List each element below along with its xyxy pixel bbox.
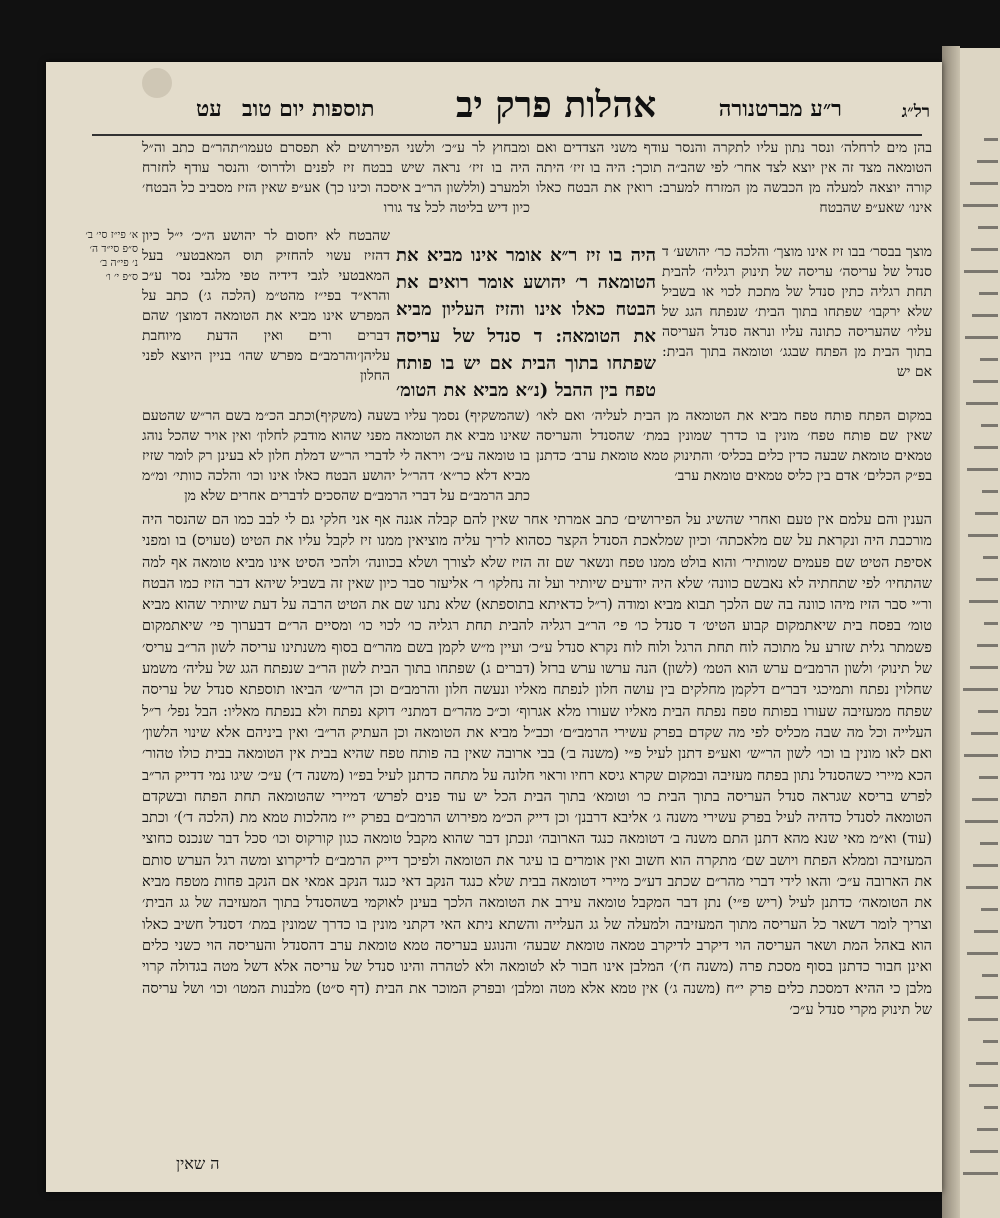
adjacent-page-text-fragment	[979, 292, 998, 295]
adjacent-page-text-fragment	[977, 1128, 998, 1131]
adjacent-page-text-fragment	[974, 930, 998, 933]
adjacent-page-text-fragment	[966, 402, 998, 405]
header-rule	[92, 134, 922, 136]
adjacent-page-text-fragment	[971, 248, 998, 251]
main-commentary: הענין והם עלמם אין טעם ואחרי שהשיג על הפירושים׳ כתב אמרתי אחר שאין להם קבלה אגנה אף אני חלקי גם לי לבב כמו הם שהנסר היה מורכבת היה ונקראת על שם מלאכתה׳ וכיון שמלאכת הסנדל הקצר כסהוא לריך עליה מוציאין ממנו זיז לקבל עליו את הטיט (טעויס) בו ומפני אסיפת הטיט שם פעמים שמותיר׳ והוא בולט ממנו טפח ונשאר שם זה הזיז שלא לצורך ושלא בכוונה׳ ולהכי הסיט אינו מביא טומאה אף למה שהתחיו׳ לפי שתחתיה לא נאבשם כוונה׳ שלא היה יודעים שיותיר ועל זה נחלקו׳ ר׳ אליעזר סבר כיון שאין זה בשביל שיהא דבר הזיז כמו הבטח ור״י סבר הזיז מיהו כוונה בה שם הלכך תבוא מביא ומודה (ר״ל כדאיתא בתוספתא) שלא נתנו שם את הטיט הרבה על דעת שיותיר שהוא מביא טומ׳ בפסח בית שיאתמקום קבוע הטיט׳ ד סנדל כו׳ פי׳ הר״ב רגליה להבית תחת רגליה כו׳ לכוי כו׳ ומסיים הר״ם דבערוך פי׳ שיאתמקום פשמתר גלית שזרע על מתוכה לוח תחת הרגל ולוח לוח נקרא סנדל ע״כ׳ ועיין מ״ש לקמן בשם מהר״ם בסוף משנתינו עריסה לשון הר״ב עריס׳ של תינוק׳ ולשון הרמב״ם ערש הוא הטמ׳ (לשון) הנה ערשו ערש ברזל (דברים ג) שפתחו בתוך הבית לשון הר״ב שנפתח הגג של עליה׳ משמע שחלוין נפתח ותמיכגי דבר״ם דלקמן מחלקים בין עושה חלון לנפתח מאליו ונעשה חלון והרמב״ם וכן הר״ש׳ הביאו תוספתא סנדל של עריסה שפתח ממעזיבה שעורו בפותח טפח נפתח הבית מאליו שעורו מלא אגרוף׳ וכ״כ מהר״ם דמתני׳ דוקא נפתח ולא בנפתח מאליו: הבל נפל׳ ר״ל העלייה וכל מה שבה מכליס לפי מה שקדם בפרק עשירי הרמב״ם׳ וכב״ל מביא את הטומאה וכן העתיק הר״ב׳ ואין ביניהם אלא שינוי הלשון׳ ואם לאו מונין בו וכו׳ לשון הר״ש׳ ואע״פ דתנן לעיל פ״י (משנה ב׳) בבי ארובה שאין בה פותח טפח שהיא בבית אין הטומאה בבית כולו טהור׳ הכא מיירי כשהסנדל נתון בפתח מעזיבה ובמקום שקרא גיסא רחיו וראוי חלונה על מתחה כדתנן לעיל בפ״ו (משנה ד׳) ע״כ׳ שיגו נמי דדייק הר״ב לפרש בריסא שגראה סנדל העריסה בתוך הבית כו׳ וטומא׳ בתוך הבית הכל יש עוד פנים לפרש׳ דמיירי שהטומאה תחת הפתח ובשקדם הטומאה לסנדל כדהיה לעיל בפרק עשירי משנה ג׳ אליבא דרבנן׳ וכן דייק הכ״מ מפירוש הרמב״ם בפרק י״ז מהלכות טמא מת (הלכה ד׳)׳ וכתב (עוד) וא״מ מאי שנא מהא דתנן התם משנה ב׳ דטומאה כנגד הארובה׳ ונכתן דבר שהוא מקבל טומאה כגון קורקוס וכו׳ סכל דבר שנכנס כחוצי המעזיבה וממלא הפתח ויושב שם׳ מתקרה הוא חשוב ואין אומרים בו עיגר את הטומאה ולפיכך דייק הרמב״ם לדיקרוצ ומשה רגל הערש סותם את הארובה ע״כ׳ והאו לידי דברי מהר״ם שכתב דע״כ מיירי דטומאה בבית שלא כנגד הנקב דאי כנגד הנקב אמאי אם הנקב פחות מטפח מביא את הטומאה׳ כדתנן לעיל (ריש פ״י) נתן דבר המקבל טומאה עירב את הטומאה הלכך בעינן לאוקמי בשהסנדל בתוך המעזיבה של גג הבית׳ וצריך לומר דשאר כל העריסה מתוך המעזיבה ולמעלה של גג העלייה והשתא ניתא האי דקתני מונין בו כדרך שמונין במת׳ דסנדל חשיב כאלו הוא באהל המת ושאר העריסה הוי דיקרב לדיקרב טמאה טומאת שבעה׳ והנוגע בעריסה טמא טומאת ערב דהסנדל והעריסה הוי כשני כלים ואינן חבור כדתנן בסוף מסכת פרה (משנה ח׳)׳ המלבן אינו חבור לא לטומאה ולא לטהרה והינו סנדל של עריסה אלא דשל מטה בגדולה קרוי מלבן כי ההיא דמסכת כלים פרק י״ח (משנה ג׳) אין טמא אלא מטה ומלבן׳ ובפרק המוכר את הבית (דף ס״ט) מלבנות המטו׳ וכו׳ ושל עריסה של תינוק מקרי סנדל ע״כ׳	[142, 512, 932, 1018]
adjacent-page-text-fragment	[983, 556, 998, 559]
adjacent-page-text-fragment	[970, 1150, 998, 1153]
margin-note: א׳ פי״ז סי׳ ב׳	[85, 229, 138, 241]
tosafot-top: ומבחוץ לר ע״כ׳ ולשני הפירושים לא תפסרם טעמו״תהר״ם כתב וה״ל היה בו זיז׳ נראה שיש בבטח זיז לפנים ולדרוס׳ והנסר עודף לחזרח ולמערב (וללשון הר״ב איסכה וכינו כך) אע״פ שאין הזיז מסביב כל הבטח׳ כיון דיש בליטה לכל צד גורו	[142, 140, 530, 216]
adjacent-page-text-fragment	[980, 842, 998, 845]
book-gutter	[942, 46, 960, 1218]
adjacent-page-text-fragment	[975, 512, 998, 515]
adjacent-page-text-fragment	[964, 754, 998, 757]
adjacent-page-text-fragment	[969, 1084, 998, 1087]
running-head-left: תוספות יום טוב	[242, 96, 375, 122]
adjacent-page-text-fragment	[971, 732, 998, 735]
chapter-title: אהלות פרק יב	[456, 84, 657, 126]
adjacent-page-text-fragment	[983, 1040, 998, 1043]
adjacent-page-text-fragment	[965, 820, 998, 823]
adjacent-page-text-fragment	[966, 886, 998, 889]
tosafot-middle: (שהמשקיף) נסמך עליו בשעה (משקיף)וכתב הכ״מ בשם הר״ש שהטעם שאינו מביא את הטומאה מפני שהוא מודבק לחלון׳ ואין אויר שהכל נוהג בו טומאה ע״כ׳ ויראה לי לדברי הר״ש דמלת חלון לא בעינן רק לומר שזיז מביא דלא כר״א׳ דהר״ל יהושע הבטח כאלו אינו וכו׳ והלכה כוותי׳ ומ״מ כתב הרמב״ם על דברי הרמב״ם שהסכים לדברים אחרים שלא מן	[142, 408, 530, 504]
adjacent-page-text-fragment	[984, 1106, 998, 1109]
adjacent-page-text-fragment	[967, 468, 998, 471]
bartenura-top: בהן מים לרחלה׳ ונסר נתון עליו לתקרה והנסר עודף משני הצדדים ואם הטומאה מצד זה אין יוצא לצד אחר׳ לפי שהב״ה תוכך: היה בו זיז׳ היתה קורה יוצאה למעלה מן הכבשה מן המזרח למערב: רואין את הבטח כאלו אינו׳ שאע״פ שהבטח	[536, 140, 932, 216]
adjacent-page-text-fragment	[970, 666, 998, 669]
adjacent-page-text-fragment	[965, 336, 998, 339]
folio-number: רל״ג	[901, 102, 930, 122]
tosafot-continuation: שהבטח לא יחסום לר יהושע ה״כ׳ י״ל כיון דהזיז עשוי להחזיק תוס המאבטעי׳ בעל המאבטעי לגבי דידיה טפי מלגבי נסר ע״כ והרא״ד בפי״ז מהט״מ (הלכה ג׳) כתב על המפרש אינו מביא את הטומאה דמוצן׳ שהם דברים ורים ואין הדעת מיוחבת עליהן׳והרמב״ם מפרש שהו׳ בניין היוצא לפני החלון	[142, 228, 390, 384]
adjacent-page-text-fragment	[969, 600, 998, 603]
adjacent-page-text-fragment	[978, 226, 998, 229]
adjacent-page-text-fragment	[982, 974, 998, 977]
adjacent-page-text-fragment	[970, 182, 998, 185]
adjacent-page-text-fragment	[975, 996, 998, 999]
bartenura-middle: במקום הפתח פותח טפח מביא את הטומאה מן הבית לעליה׳ ואם לאו׳ שאין שם פותח טפח׳ מונין בו כדרך שמונין במת׳ שהסנדל והעריסה טמאים טומאת שבעה כדין כלים בכליס׳ והתינוק טמא טומאת ערב׳ כדתנן בפ״ק הכלים׳ אדם בין כליס טמאים טומאת ערב׳	[536, 408, 932, 484]
margin-references	[68, 228, 138, 284]
adjacent-page-text-fragment	[974, 446, 998, 449]
page-number: עט	[196, 96, 222, 122]
adjacent-page-text-fragment	[972, 798, 998, 801]
adjacent-page-text-fragment	[973, 864, 998, 867]
adjacent-page-text-fragment	[981, 424, 998, 427]
adjacent-page-text-fragment	[964, 270, 998, 273]
adjacent-page-text-fragment	[977, 644, 998, 647]
mishnah-text: היה בו זיז ר״א אומר אינו מביא את הטומאה ר׳ יהושע אומר רואים את הבטח כאלו אינו והזיז העליון מביא את הטומאה: ד סנדל של עריסה שפתחו בתוך הבית אם יש בו פותח טפח בין ההבל (נ״א מביא את הטומ׳	[396, 245, 656, 401]
margin-note: נ׳ פי״ה ב׳	[99, 257, 138, 269]
adjacent-page-text-fragment	[982, 490, 998, 493]
adjacent-page-text-fragment	[972, 314, 998, 317]
adjacent-page-text-fragment	[984, 622, 998, 625]
adjacent-page-text-fragment	[978, 710, 998, 713]
adjacent-page-text-fragment	[968, 534, 998, 537]
adjacent-page-text-fragment	[963, 204, 998, 207]
adjacent-page-text-fragment	[979, 776, 998, 779]
running-head-right: ר״ע מברטנורה	[718, 96, 842, 122]
bartenura-continuation: מוצך בבסר׳ בבו זיז אינו מוצך׳ והלכה כר׳ יהושע׳ ד סנדל של עריסה׳ עריסה של תינוק רגליה׳ להבית תחת רגליה כתין סנדל של מתכת לכוי או בשביל שלא ירקבו׳ שפתחו בתוך הבית׳ שנפתח הגג של עליו׳ שהעריסה כתונה עליו ונראה סנדל העריסה בתוך הבית מן הפתח שבגג׳ וטומאה בתוך הבית: אם יש	[662, 244, 932, 380]
adjacent-page-text-fragment	[967, 952, 998, 955]
book-page	[46, 62, 942, 1192]
adjacent-page-text-fragment	[981, 908, 998, 911]
adjacent-page-text-fragment	[984, 138, 998, 141]
page-stain	[142, 68, 172, 98]
margin-note: ס״פ י׳ ו׳	[105, 271, 138, 283]
adjacent-page-text-fragment	[976, 578, 998, 581]
adjacent-page-text-fragment	[977, 160, 998, 163]
catchword: ה שאין	[176, 1154, 220, 1173]
adjacent-page-text-fragment	[963, 1172, 998, 1175]
margin-note: ס״פ סי״ד ה׳	[89, 243, 138, 255]
adjacent-page-text-fragment	[976, 1062, 998, 1065]
adjacent-page-text-fragment	[980, 358, 998, 361]
adjacent-page-text-fragment	[968, 1018, 998, 1021]
adjacent-page-text-fragment	[963, 688, 998, 691]
adjacent-page-edge	[960, 48, 1000, 1218]
adjacent-page-text-fragment	[973, 380, 998, 383]
